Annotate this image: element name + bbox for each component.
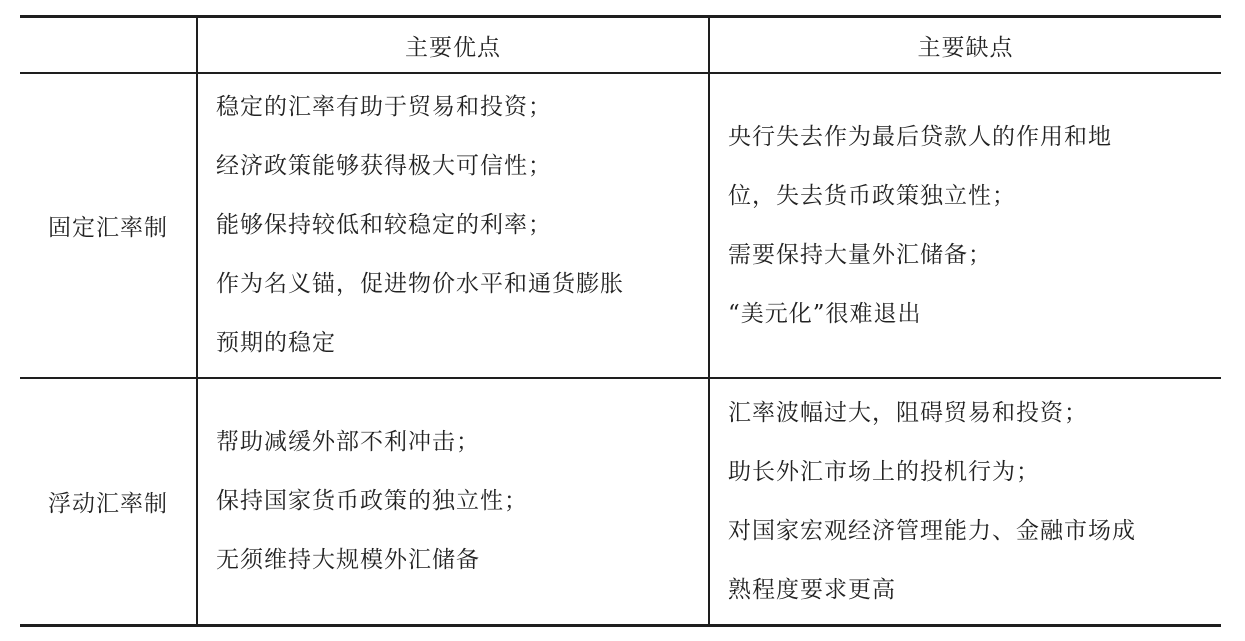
floating-rate-disadvantages-cell (728, 379, 1218, 624)
advantage-line: 稳定的汇率有助于贸易和投资； (216, 94, 552, 120)
header-cell-disadvantages: 主要缺点 (917, 34, 1014, 61)
disadvantage-line: “美元化”很难退出 (728, 300, 922, 327)
header-cell-advantages: 主要优点 (405, 34, 501, 61)
disadvantage-line: 位，失去货币政策独立性； (728, 182, 1016, 209)
header-cell-blank (20, 18, 196, 72)
advantage-line: 帮助减缓外部不利冲击； (216, 429, 480, 455)
fixed-rate-advantages-cell (216, 74, 704, 377)
disadvantage-line: 需要保持大量外汇储备； (728, 241, 992, 268)
advantage-line: 保持国家货币政策的独立性； (216, 488, 528, 514)
table-column-divider-1 (196, 18, 198, 624)
disadvantage-line: 对国家宏观经济管理能力、金融市场成 (728, 517, 1136, 544)
disadvantage-line: 汇率波幅过大，阻碍贸易和投资； (728, 399, 1088, 426)
table-column-divider-2 (708, 18, 710, 624)
disadvantage-line: 助长外汇市场上的投机行为； (728, 458, 1040, 485)
table-bottom-rule (20, 624, 1221, 627)
advantage-line: 无须维持大规模外汇储备 (216, 547, 480, 573)
advantage-line: 作为名义锚，促进物价水平和通货膨胀 (216, 271, 624, 297)
disadvantage-line: 熟程度要求更高 (728, 576, 896, 603)
fixed-rate-disadvantages-cell (728, 74, 1218, 377)
advantage-line: 预期的稳定 (216, 330, 336, 356)
disadvantage-line: 央行失去作为最后贷款人的作用和地 (728, 123, 1112, 150)
row-label-floating-rate: 浮动汇率制 (48, 491, 168, 517)
advantage-line: 经济政策能够获得极大可信性； (216, 153, 552, 179)
floating-rate-advantages-cell (216, 379, 704, 624)
advantage-line: 能够保持较低和较稳定的利率； (216, 212, 552, 238)
row-label-fixed-rate: 固定汇率制 (48, 215, 168, 241)
